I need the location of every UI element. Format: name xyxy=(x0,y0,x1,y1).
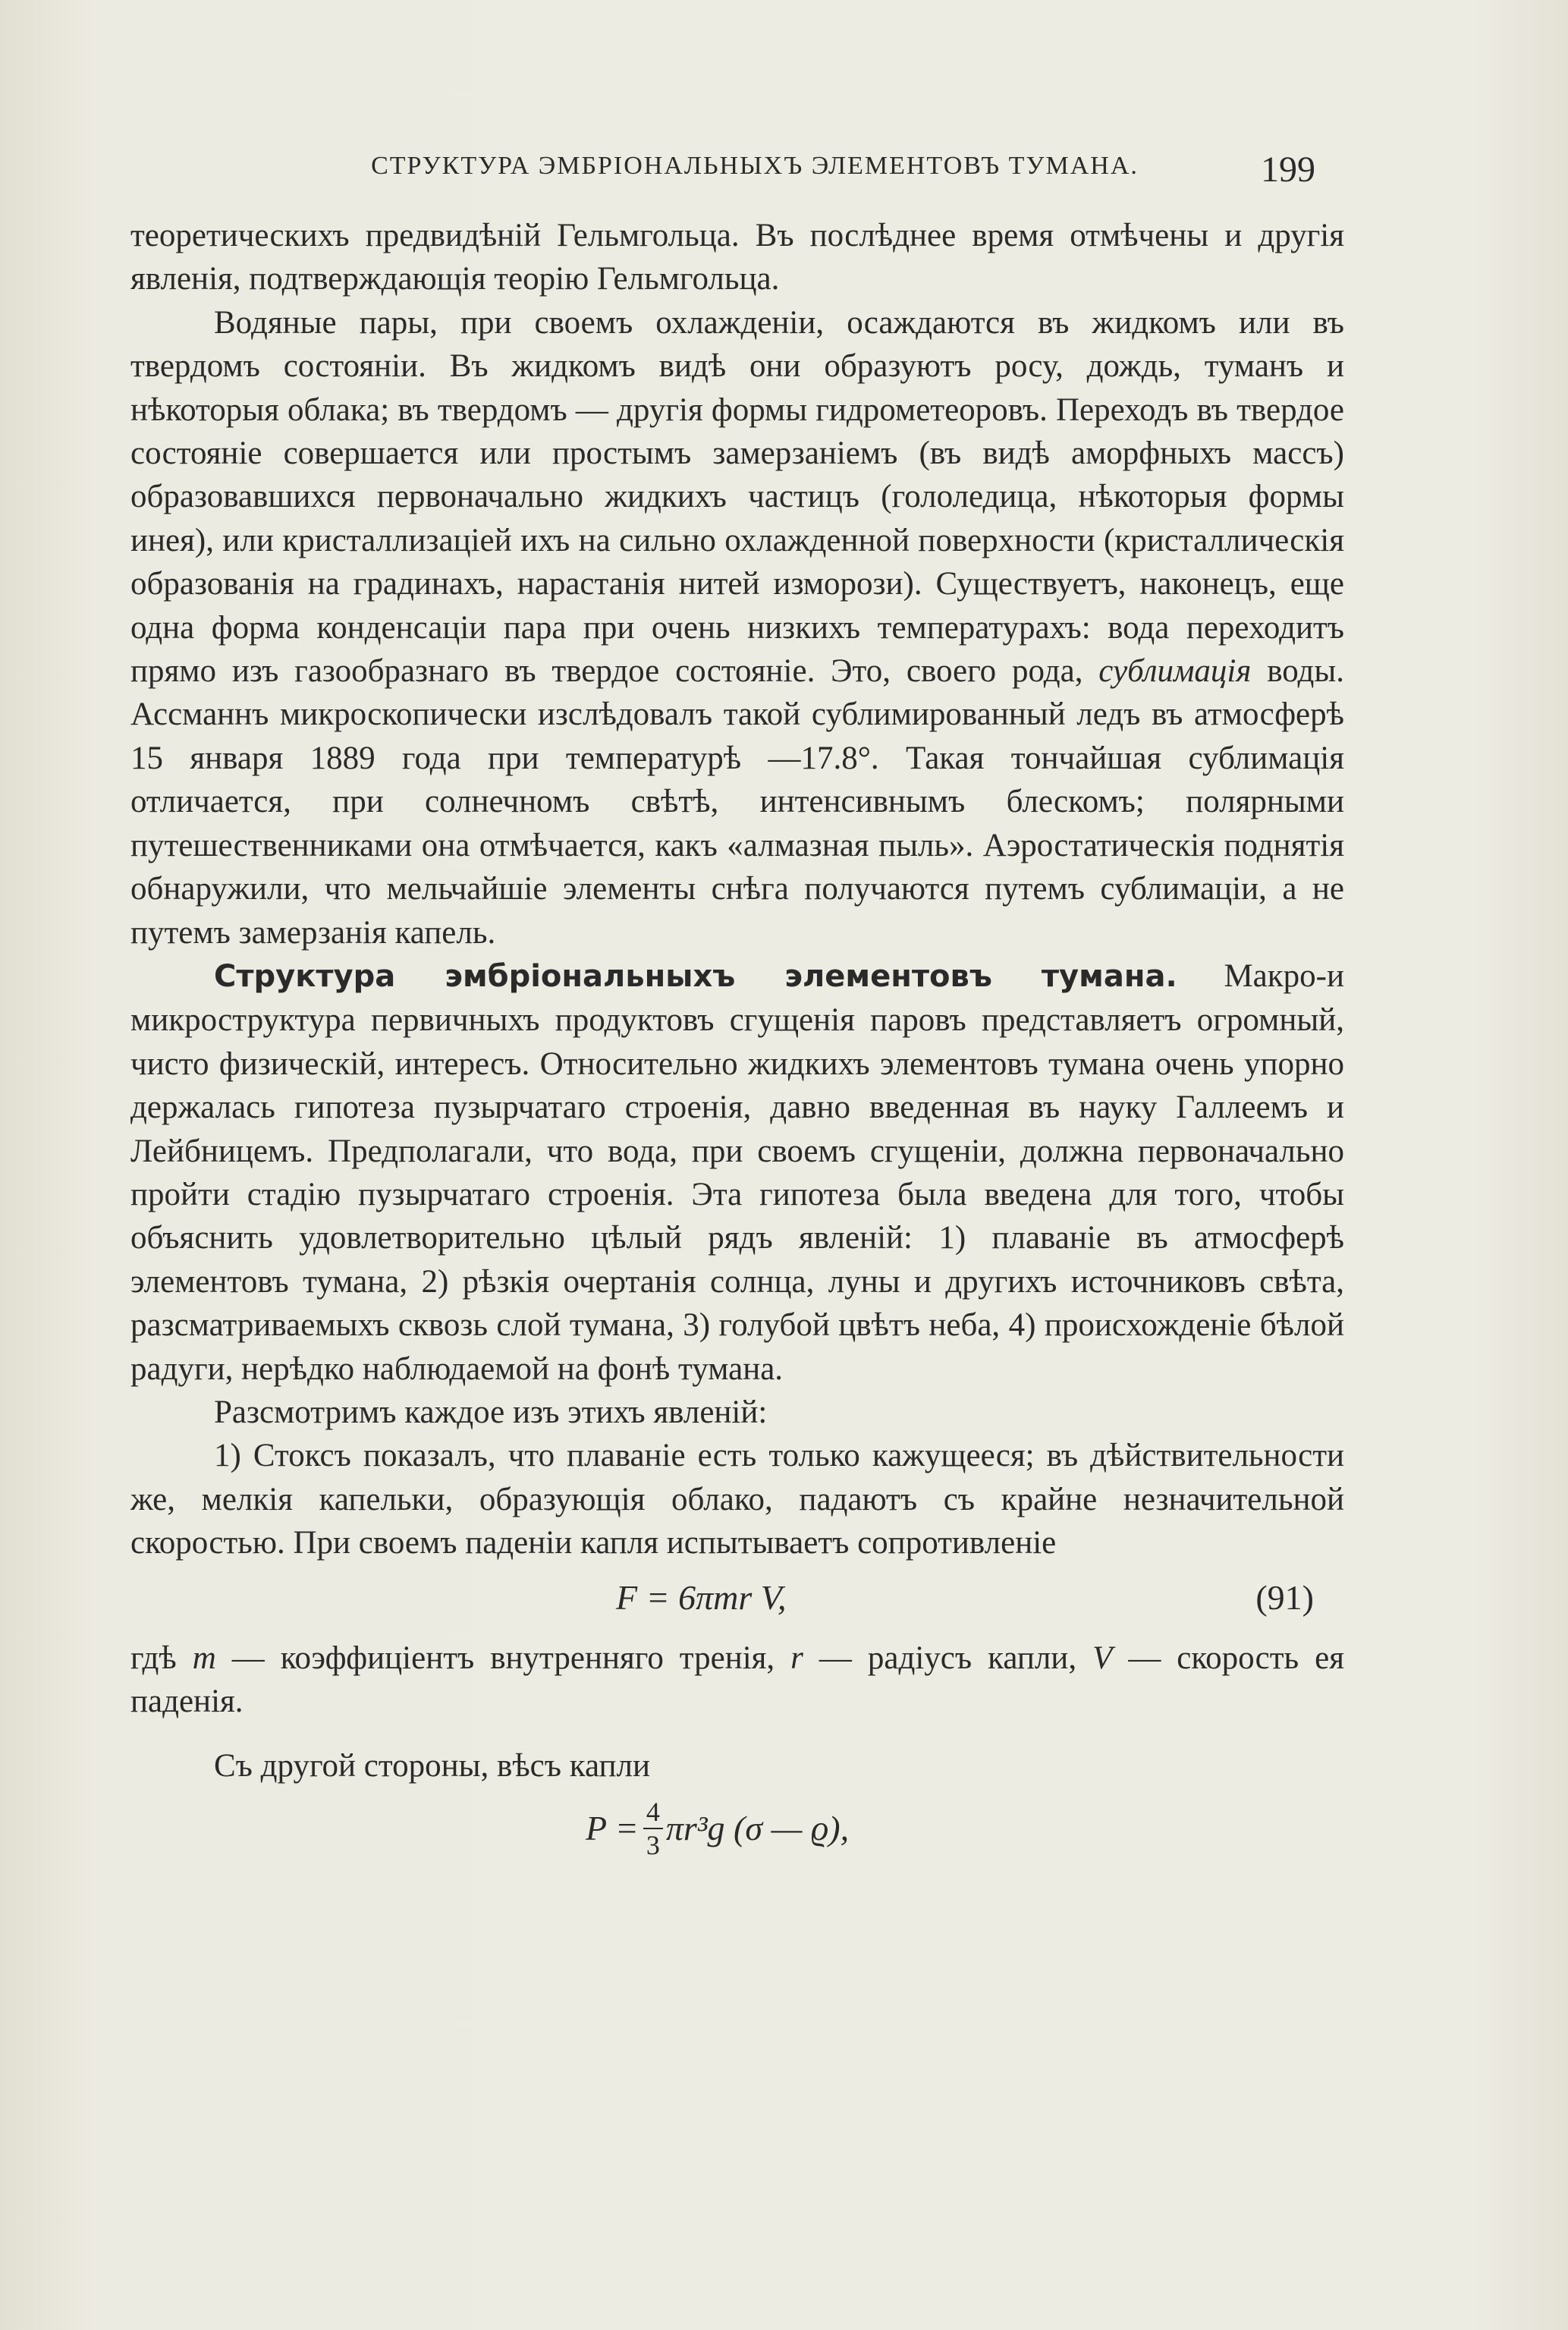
symbol-v: V xyxy=(1092,1640,1113,1676)
paragraph-structure xyxy=(130,954,1344,1391)
equation-number: (91) xyxy=(1255,1577,1314,1617)
italic-term: сублимація xyxy=(1098,653,1252,690)
page-number: 199 xyxy=(1261,149,1315,190)
paragraph-intro-list: Разсмотримъ каждое изъ этихъ явленій: xyxy=(214,1394,768,1430)
paragraph-stokes: 1) Стоксъ показалъ, что плаваніе есть только кажущееся; въ дѣйствительности же, мелкія капельки, образующія облако, падаютъ съ крайне незначительной скоростью. При своемъ паденіи капля испытываетъ сопротивленіе xyxy=(130,1438,1344,1561)
equation-weight xyxy=(130,1794,1344,1901)
symbol-r: r xyxy=(790,1640,803,1676)
formula-weight xyxy=(586,1796,849,1861)
paragraph-text: Водяные пары, при своемъ охлажденіи, осаждаются въ жидкомъ или въ твердомъ состояніи. Въ жидкомъ видѣ они образуютъ росу, дождь, туманъ и нѣкоторыя облака; въ твердомъ — другія формы гидрометеоровъ. Переходъ въ твердое состояніе совершается или простымъ замерзаніемъ (въ видѣ аморфныхъ массъ) образовавшихся первоначально жидкихъ частицъ (гололедица, нѣкоторыя формы инея), или кристаллизацiей ихъ на сильно охлажденной поверхности (кристаллическія образованія на градинахъ, нарастанія нитей изморози). Существуетъ, наконецъ, еще одна форма конденсаціи пара при очень низкихъ температурахъ: вода переходитъ прямо изъ газообразнаго въ твердое состояніе. Это, своего рода, xyxy=(130,304,1344,690)
section-heading: Структура эмбріональныхъ элементовъ тумана. xyxy=(214,958,1177,994)
fraction xyxy=(643,1796,663,1861)
symbol-m: m xyxy=(192,1640,216,1676)
equation-91 xyxy=(130,1570,1344,1630)
paragraph-continuation: теоретическихъ предвидѣній Гельмгольца. Въ послѣднее время отмѣчены и другія явленія, подтверждающія теорію Гельмгольца. xyxy=(130,218,1344,297)
formula-rhs: πr³g (σ — ϱ), xyxy=(665,1809,850,1848)
paragraph-text: — коэффиціентъ внутренняго тренія, xyxy=(231,1640,775,1676)
spacer xyxy=(130,1723,1344,1744)
paragraph-text: воды. Ассманнъ микроскопически изслѣдовалъ такой сублимированный ледъ въ атмосферѣ 15 января 1889 года при температурѣ —17.8°. Такая тончайшая сублимація отличается, при солнечномъ свѣтѣ, интенсивнымъ блескомъ; полярными путешественниками она отмѣчается, какъ «алмазная пыль». Аэростатическія поднятія обнаружили, что мельчайшіе элементы снѣга получаются путемъ сублимаціи, а не путемъ замерзанія капель. xyxy=(130,653,1344,951)
formula-lhs: P = xyxy=(586,1809,639,1848)
paragraph-definitions xyxy=(130,1637,1344,1724)
running-head: СТРУКТУРА ЭМБРІОНАЛЬНЫХЪ ЭЛЕМЕНТОВЪ ТУМАНА. xyxy=(371,152,1139,180)
paragraph-text: — радіусъ капли, xyxy=(819,1640,1077,1676)
paragraph-text: Макро-и микроструктура первичныхъ продуктовъ сгущенія паровъ представляетъ огромный, чисто физическій, интересъ. Относительно жидкихъ элементовъ тумана очень упорно держалась гипотеза пузырчатаго строенія, давно введенная въ науку Галлеемъ и Лейбницемъ. Предполагали, что вода, при своемъ сгущеніи, должна первоначально пройти стадію пузырчатаго строенія. Эта гипотеза была введена для того, чтобы объяснить удовлетворительно цѣлый рядъ явленій: 1) плаваніе въ атмосферѣ элементовъ тумана, 2) рѣзкія очертанія солнца, луны и другихъ источниковъ свѣта, разсматриваемыхъ сквозь слой тумана, 3) голубой цвѣтъ неба, 4) происхожденіе бѣлой радуги, нерѣдко наблюдаемой на фонѣ тумана. xyxy=(130,957,1344,1387)
fraction-denominator: 3 xyxy=(646,1829,660,1860)
paragraph-text: — скорость ея паденія. xyxy=(130,1640,1345,1719)
paragraph-text: гдѣ xyxy=(130,1640,177,1676)
body-text xyxy=(130,214,1344,1901)
paragraph-weight: Съ другой стороны, вѣсъ капли xyxy=(214,1748,650,1784)
formula-resistance: F = 6πmr V, xyxy=(616,1577,787,1617)
paragraph-condensation xyxy=(130,301,1344,954)
fraction-numerator: 4 xyxy=(643,1796,663,1829)
